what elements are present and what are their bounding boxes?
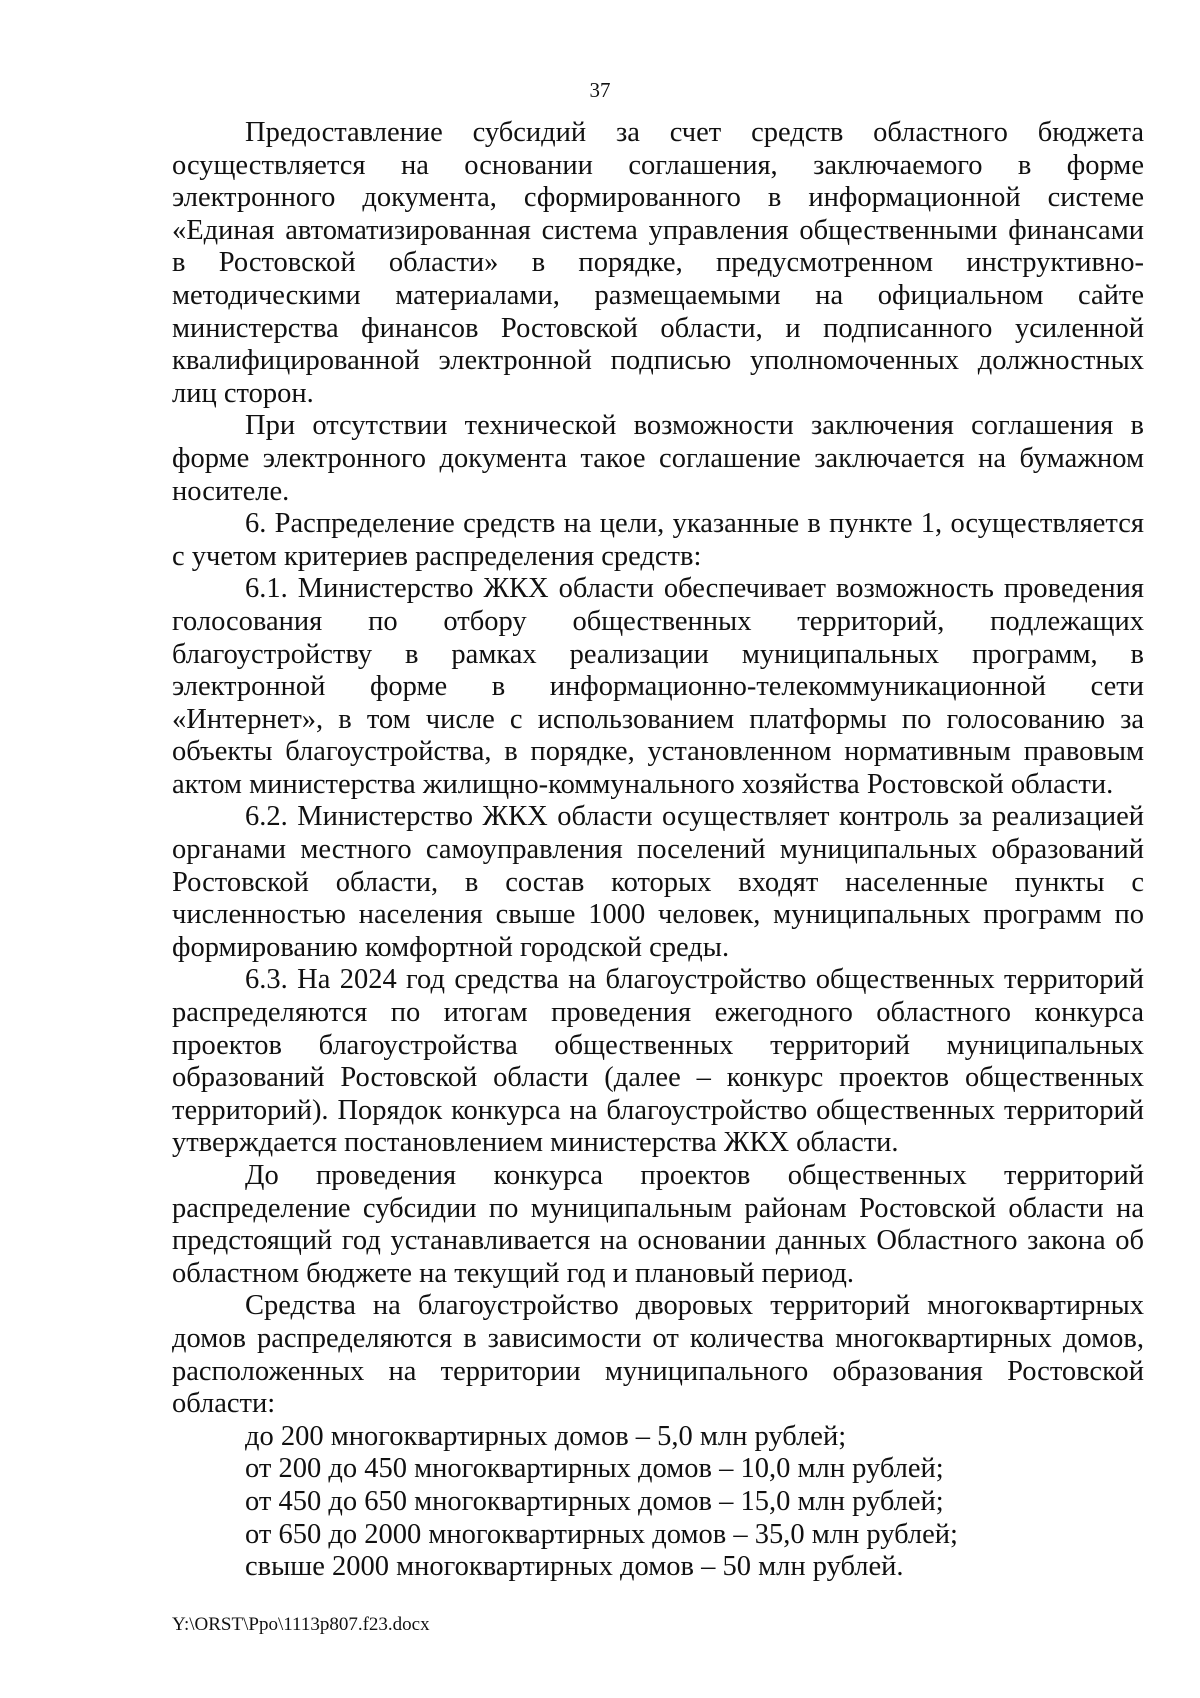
paragraph-section-6: 6. Распределение средств на цели, указанные в пункте 1, осуществляется с учетом критериев распределения средств: [172, 508, 1144, 572]
list-item: свыше 2000 многоквартирных домов – 50 млн рублей. [245, 1551, 904, 1583]
list-item: от 200 до 450 многоквартирных домов – 10,0 млн рублей; [245, 1453, 944, 1485]
paragraph-paper-agreement: При отсутствии технической возможности заключения соглашения в форме электронного документа такое соглашение заключается на бумажном носителе. [172, 410, 1144, 507]
document-body [172, 117, 1144, 1584]
paragraph-subsidy-agreement: Предоставление субсидий за счет средств областного бюджета осуществляется на основании соглашения, заключаемого в форме электронного документа, сформированного в информационной системе «Единая автоматизированная система управления общественными финансами в Ростовской области» в порядке, предусмотренном инструктивно-методическими материалами, размещаемыми на официальном сайте министерства финансов Ростовской области, и подписанного усиленной квалифицированной электронной подписью уполномоченных должностных лиц сторон. [172, 117, 1144, 409]
funding-tiers-list [172, 1421, 1144, 1584]
list-item: от 650 до 2000 многоквартирных домов – 35,0 млн рублей; [245, 1518, 958, 1550]
page-number: 37 [589, 78, 611, 102]
list-item: от 450 до 650 многоквартирных домов – 15,0 млн рублей; [245, 1485, 944, 1517]
footer-file-path: Y:\ORST\Ppo\1113p807.f23.docx [172, 1614, 430, 1635]
paragraph-yard-territories: Средства на благоустройство дворовых территорий многоквартирных домов распределяются в зависимости от количества многоквартирных домов, расположенных на территории муниципального образования Ростовской области: [172, 1290, 1144, 1420]
paragraph-section-6-1: 6.1. Министерство ЖКХ области обеспечивает возможность проведения голосования по отбору общественных территорий, подлежащих благоустройству в рамках реализации муниципальных программ, в электронной форме в информационно-телекоммуникационной сети «Интернет», в том числе с использованием платформы по голосованию за объекты благоустройства, в порядке, установленном нормативным правовым актом министерства жилищно-коммунального хозяйства Ростовской области. [172, 573, 1144, 800]
paragraph-section-6-3: 6.3. На 2024 год средства на благоустройство общественных территорий распределяются по итогам проведения ежегодного областного конкурса проектов благоустройства общественных территорий муниципальных образований Ростовской области (далее – конкурс проектов общественных территорий). Порядок конкурса на благоустройство общественных территорий утверждается постановлением министерства ЖКХ области. [172, 964, 1144, 1159]
list-item: до 200 многоквартирных домов – 5,0 млн рублей; [245, 1420, 847, 1452]
paragraph-before-contest: До проведения конкурса проектов общественных территорий распределение субсидии по муниципальным районам Ростовской области на предстоящий год устанавливается на основании данных Областного закона об областном бюджете на текущий год и плановый период. [172, 1160, 1144, 1289]
paragraph-section-6-2: 6.2. Министерство ЖКХ области осуществляет контроль за реализацией органами местного самоуправления поселений муниципальных образований Ростовской области, в состав которых входят населенные пункты с численностью населения свыше 1000 человек, муниципальных программ по формированию комфортной городской среды. [172, 801, 1144, 963]
